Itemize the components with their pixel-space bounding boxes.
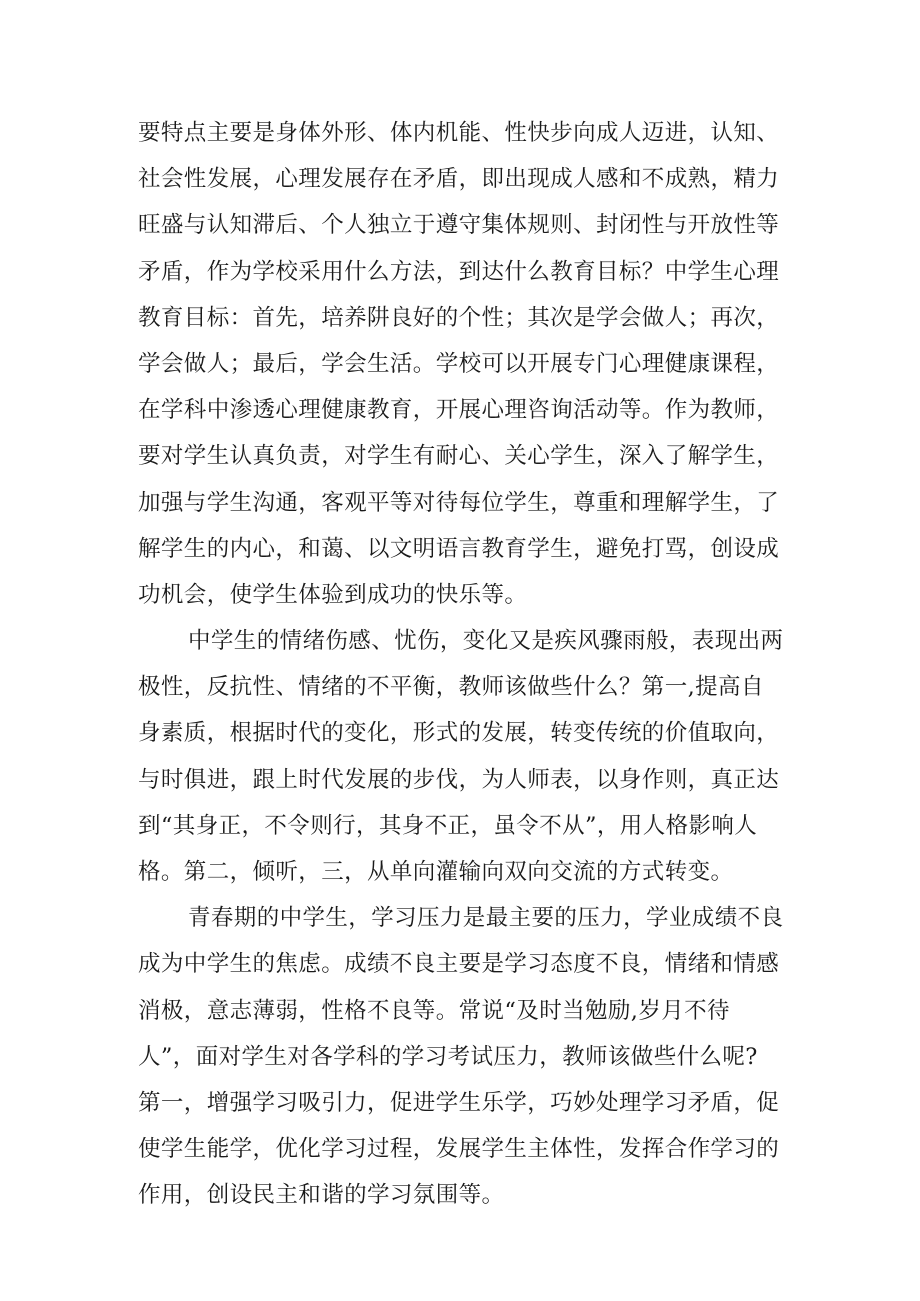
text-line: 人”，面对学生对各学科的学习考试压力，教师该做些什么呢?: [138, 1043, 758, 1070]
text-line: 解学生的内心，和蔼、以文明语言教育学生，避免打骂，创设成: [138, 535, 780, 562]
paragraph-3: [138, 895, 798, 1218]
paragraph-1: [138, 110, 798, 618]
paragraph-2: [138, 618, 798, 895]
text-line: 中学生的情绪伤感、忧伤，变化又是疾风骤雨般，表现出两: [188, 628, 784, 655]
text-line: 与时俱进，跟上时代发展的步伐，为人师表，以身作则，真正达: [138, 766, 780, 793]
text-line: 成为中学生的焦虑。成绩不良主要是学习态度不良，情绪和情感: [138, 951, 780, 978]
text-line: 第一，增强学习吸引力，促进学生乐学，巧妙处理学习矛盾，促: [138, 1089, 780, 1116]
text-line: 学会做人；最后，学会生活。学校可以开展专门心理健康课程，: [138, 350, 780, 377]
text-line: 极性，反抗性、情绪的不平衡，教师该做些什么？第一,提高自: [138, 674, 764, 701]
text-line: 消极，意志薄弱，性格不良等。常说“及时当勉励,岁月不待: [138, 997, 730, 1024]
body-text: [138, 110, 798, 1219]
text-line: 在学科中渗透心理健康教育，开展心理咨询活动等。作为教师，: [138, 397, 780, 424]
text-line: 作用，创设民主和谐的学习氛围等。: [138, 1182, 505, 1209]
text-line: 功机会，使学生体验到成功的快乐等。: [138, 581, 528, 608]
text-line: 旺盛与认知滞后、个人独立于遵守集体规则、封闭性与开放性等: [138, 212, 780, 239]
text-line: 教育目标：首先，培养阱良好的个性；其次是学会做人；再次，: [138, 304, 780, 331]
text-line: 加强与学生沟通，客观平等对待每位学生，尊重和理解学生，了: [138, 489, 780, 516]
text-line: 到“其身正，不令则行，其身不正，虽令不从”，用人格影响人: [138, 812, 758, 839]
text-line: 要特点主要是身体外形、体内机能、性快步向成人迈进，认知、: [138, 120, 780, 146]
text-line: 矛盾，作为学校采用什么方法，到达什么教育目标？中学生心理: [138, 258, 780, 285]
text-line: 身素质，根据时代的变化，形式的发展，转变传统的价值取向，: [138, 720, 780, 747]
text-line: 社会性发展，心理发展存在矛盾，即出现成人感和不成熟，精力: [138, 166, 780, 193]
text-line: 青春期的中学生，学习压力是最主要的压力，学业成绩不良: [188, 905, 784, 932]
text-line: 使学生能学，优化学习过程，发展学生主体性，发挥合作学习的: [138, 1136, 780, 1163]
text-line: 格。第二，倾听，三，从单向灌输向双向交流的方式转变。: [138, 859, 734, 885]
text-line: 要对学生认真负责，对学生有耐心、关心学生，深入了解学生，: [138, 443, 780, 470]
